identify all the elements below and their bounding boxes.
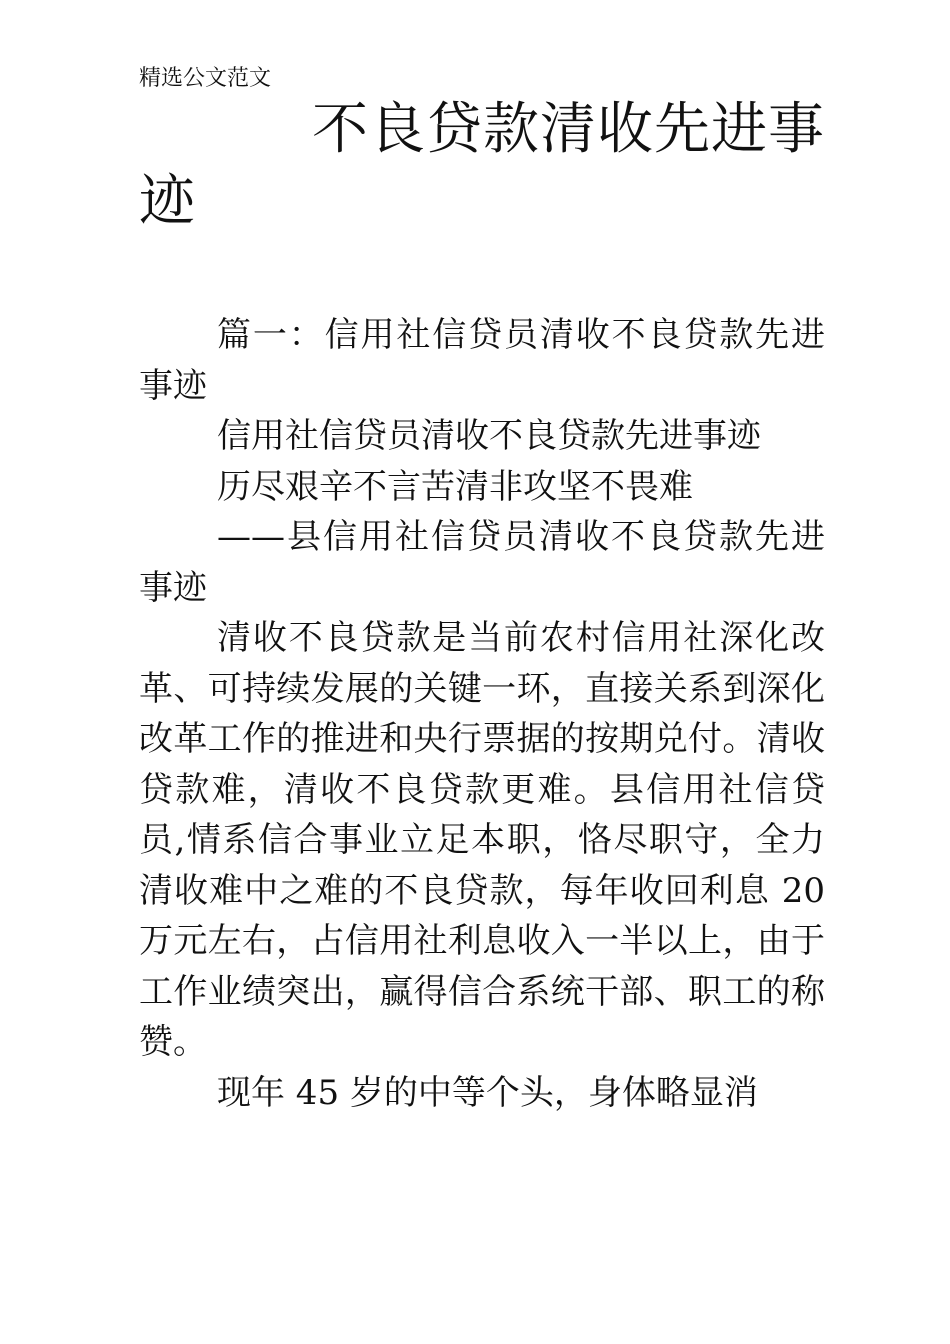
paragraph-intro: 清收不良贷款是当前农村信用社深化改革、可持续发展的关键一环，直接关系到深化改革工作的推进和央行票据的按期兑付。清收贷款难，清收不良贷款更难。县信用社信贷员,情系信合事业立足本职，恪尽职守，全力清收难中之难的不良贷款，每年收回利息 20 万元左右，占信用社利息收入一半以上，由于工作业绩突出，赢得信合系统干部、职工的称赞。 xyxy=(139,618,825,1062)
page-header-label: 精选公文范文 xyxy=(139,66,272,91)
paragraph-profile: 现年 45 岁的中等个头，身体略显消 xyxy=(217,1072,758,1113)
paragraph-slogan: 历尽艰辛不言苦清非攻坚不畏难 xyxy=(217,466,693,507)
document-title-text: 不良贷款清收先进事迹 xyxy=(139,97,825,234)
paragraph-section-heading: 篇一：信用社信贷员清收不良贷款先进事迹 xyxy=(139,315,825,406)
paragraph-subtitle: 信用社信贷员清收不良贷款先进事迹 xyxy=(217,416,761,456)
document-body xyxy=(139,310,825,1118)
document-title xyxy=(139,94,839,238)
paragraph-byline: ——县信用社信贷员清收不良贷款先进事迹 xyxy=(139,517,825,608)
